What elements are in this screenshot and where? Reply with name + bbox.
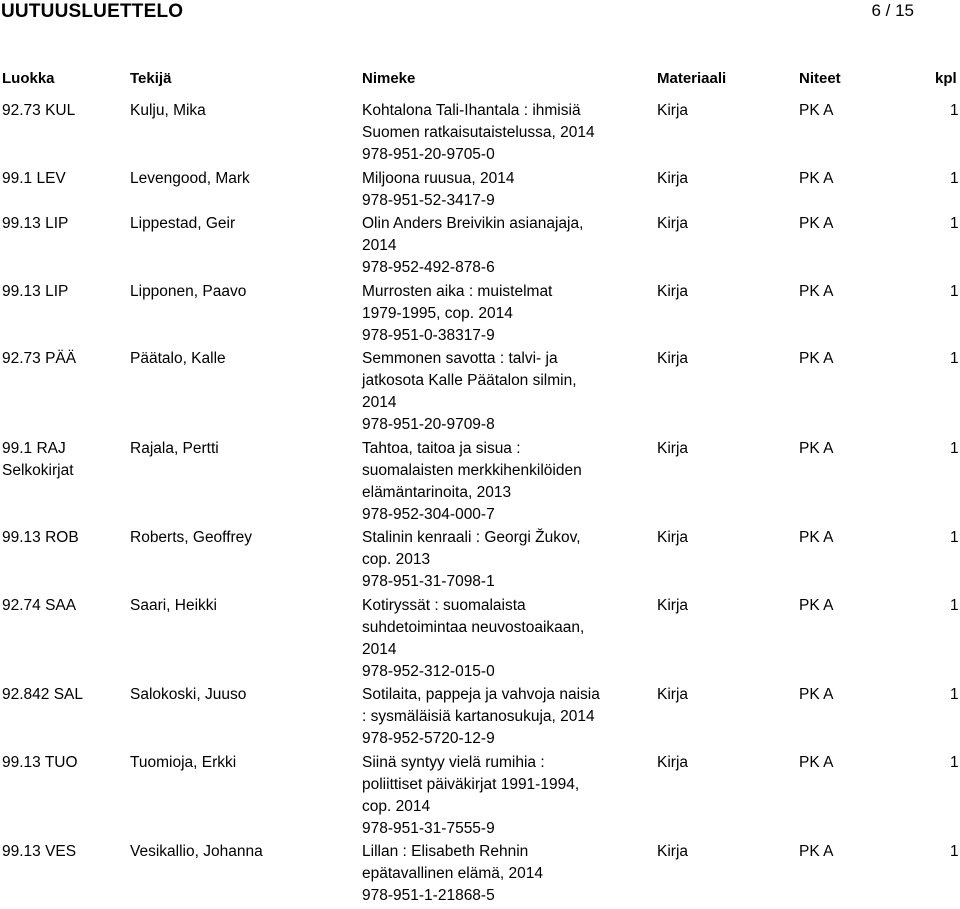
cell-nimeke <box>362 281 630 347</box>
cell-tekija: Kulju, Mika <box>130 102 206 119</box>
table-body <box>0 100 960 909</box>
cell-nimeke <box>362 595 630 683</box>
nimeke-line: Siinä syntyy vielä rumihia : <box>362 753 545 771</box>
cell-luokka <box>2 168 122 190</box>
cell-nimeke <box>362 752 630 840</box>
cell-niteet: PK A <box>799 686 834 703</box>
cell-luokka <box>2 841 122 863</box>
cell-luokka <box>2 527 122 549</box>
cell-nimeke <box>362 841 630 907</box>
header-niteet: Niteet <box>799 70 841 87</box>
nimeke-line: Olin Anders Breivikin asianajaja, <box>362 215 584 232</box>
table-row <box>0 348 960 438</box>
cell-materiaali: Kirja <box>657 843 689 860</box>
table-row <box>0 213 960 281</box>
cell-materiaali: Kirja <box>657 282 689 300</box>
cell-kpl: 1 <box>950 169 959 187</box>
cell-niteet: PK A <box>799 753 834 771</box>
cell-luokka <box>2 213 122 235</box>
cell-nimeke <box>362 100 630 166</box>
table-row <box>0 168 960 214</box>
nimeke-line: 978-952-492-878-6 <box>362 259 495 276</box>
cell-luokka <box>2 100 122 122</box>
cell-materiaali: Kirja <box>657 169 689 187</box>
nimeke-line: Sotilaita, pappeja ja vahvoja naisia <box>362 686 600 703</box>
cell-tekija: Tuomioja, Erkki <box>130 753 237 771</box>
table-row <box>0 281 960 349</box>
nimeke-line: Suomen ratkaisutaistelussa, 2014 <box>362 124 595 141</box>
cell-tekija: Salokoski, Juuso <box>130 686 247 703</box>
cell-niteet: PK A <box>799 350 834 367</box>
page-indicator: 6 / 15 <box>871 1 914 20</box>
nimeke-line: 978-952-5720-12-9 <box>362 730 495 747</box>
cell-kpl: 1 <box>950 843 959 860</box>
nimeke-line: Kotiryssät : suomalaista <box>362 596 526 614</box>
cell-kpl: 1 <box>950 282 959 300</box>
header-tekija: Tekijä <box>130 70 172 87</box>
cell-nimeke <box>362 213 630 279</box>
cell-kpl: 1 <box>950 529 959 546</box>
luokka-line: 92.842 SAL <box>2 686 84 703</box>
luokka-line: 92.73 KUL <box>2 102 76 119</box>
cell-kpl: 1 <box>950 686 959 703</box>
nimeke-line: jatkosota Kalle Päätalon silmin, <box>362 372 577 389</box>
nimeke-line: 978-951-52-3417-9 <box>362 191 495 209</box>
cell-luokka <box>2 281 122 303</box>
cell-niteet: PK A <box>799 529 834 546</box>
luokka-line: Selkokirjat <box>2 461 74 479</box>
cell-kpl: 1 <box>950 350 959 367</box>
cell-niteet: PK A <box>799 439 834 457</box>
cell-tekija: Vesikallio, Johanna <box>130 843 263 860</box>
nimeke-line: 978-951-31-7098-1 <box>362 573 495 590</box>
nimeke-line: 978-951-0-38317-9 <box>362 326 495 344</box>
nimeke-line: 978-952-312-015-0 <box>362 662 495 680</box>
header-materiaali: Materiaali <box>657 70 727 87</box>
nimeke-line: Kohtalona Tali-Ihantala : ihmisiä <box>362 102 581 119</box>
cell-materiaali: Kirja <box>657 529 689 546</box>
nimeke-line: 978-952-304-000-7 <box>362 505 495 523</box>
cell-niteet: PK A <box>799 169 834 187</box>
cell-tekija: Saari, Heikki <box>130 596 217 614</box>
nimeke-line: suhdetoimintaa neuvostoaikaan, <box>362 618 585 636</box>
cell-niteet: PK A <box>799 282 834 300</box>
luokka-line: 92.73 PÄÄ <box>2 350 77 367</box>
cell-materiaali: Kirja <box>657 596 689 614</box>
cell-niteet: PK A <box>799 843 834 860</box>
cell-luokka <box>2 752 122 774</box>
cell-kpl: 1 <box>950 102 959 119</box>
cell-kpl: 1 <box>950 439 959 457</box>
cell-tekija: Päätalo, Kalle <box>130 350 226 367</box>
cell-nimeke <box>362 168 630 212</box>
cell-luokka <box>2 438 122 482</box>
cell-materiaali: Kirja <box>657 686 689 703</box>
nimeke-line: 978-951-20-9709-8 <box>362 416 495 433</box>
nimeke-line: cop. 2013 <box>362 551 431 568</box>
nimeke-line: poliittiset päiväkirjat 1991-1994, <box>362 775 580 793</box>
nimeke-line: Semmonen savotta : talvi- ja <box>362 350 558 367</box>
cell-kpl: 1 <box>950 753 959 771</box>
nimeke-line: cop. 2014 <box>362 797 431 815</box>
header-kpl: kpl <box>935 70 957 87</box>
nimeke-line: 978-951-1-21868-5 <box>362 887 495 904</box>
nimeke-line: Murrosten aika : muistelmat <box>362 282 553 300</box>
cell-tekija: Roberts, Geoffrey <box>130 529 253 546</box>
nimeke-line: Stalinin kenraali : Georgi Žukov, <box>362 529 581 546</box>
cell-tekija: Levengood, Mark <box>130 169 250 187</box>
luokka-line: 99.13 LIP <box>2 215 69 232</box>
cell-niteet: PK A <box>799 596 834 614</box>
cell-tekija: Rajala, Pertti <box>130 439 219 457</box>
table-row <box>0 595 960 685</box>
luokka-line: 99.1 LEV <box>2 169 66 187</box>
nimeke-line: elämäntarinoita, 2013 <box>362 483 512 501</box>
cell-materiaali: Kirja <box>657 215 689 232</box>
cell-materiaali: Kirja <box>657 102 689 119</box>
cell-kpl: 1 <box>950 596 959 614</box>
nimeke-line: 978-951-20-9705-0 <box>362 146 495 163</box>
cell-nimeke <box>362 348 630 436</box>
luokka-line: 99.1 RAJ <box>2 439 66 457</box>
nimeke-line: : sysmäläisiä kartanosukuja, 2014 <box>362 708 595 725</box>
table-row <box>0 527 960 595</box>
table-row <box>0 841 960 909</box>
table-row <box>0 684 960 752</box>
cell-niteet: PK A <box>799 102 834 119</box>
nimeke-line: 2014 <box>362 394 397 411</box>
cell-materiaali: Kirja <box>657 350 689 367</box>
nimeke-line: Lillan : Elisabeth Rehnin <box>362 843 529 860</box>
nimeke-line: epätavallinen elämä, 2014 <box>362 865 543 882</box>
cell-luokka <box>2 348 122 370</box>
cell-materiaali: Kirja <box>657 439 689 457</box>
luokka-line: 99.13 LIP <box>2 282 69 300</box>
table-header <box>0 70 960 92</box>
cell-tekija: Lippestad, Geir <box>130 215 236 232</box>
cell-tekija: Lipponen, Paavo <box>130 282 247 300</box>
nimeke-line: Miljoona ruusua, 2014 <box>362 169 515 187</box>
nimeke-line: 2014 <box>362 237 397 254</box>
cell-nimeke <box>362 438 630 526</box>
luokka-line: 99.13 TUO <box>2 753 78 771</box>
luokka-line: 99.13 ROB <box>2 529 79 546</box>
cell-kpl: 1 <box>950 215 959 232</box>
cell-niteet: PK A <box>799 215 834 232</box>
table-row <box>0 100 960 168</box>
nimeke-line: 1979-1995, cop. 2014 <box>362 304 513 322</box>
nimeke-line: 978-951-31-7555-9 <box>362 819 495 837</box>
header-luokka: Luokka <box>2 70 55 87</box>
cell-nimeke <box>362 684 630 750</box>
nimeke-line: Tahtoa, taitoa ja sisua : <box>362 439 521 457</box>
cell-nimeke <box>362 527 630 593</box>
cell-luokka <box>2 595 122 617</box>
nimeke-line: suomalaisten merkkihenkilöiden <box>362 461 582 479</box>
luokka-line: 99.13 VES <box>2 843 77 860</box>
nimeke-line: 2014 <box>362 640 397 658</box>
cell-luokka <box>2 684 122 706</box>
document-title: UUTUUSLUETTELO <box>1 1 184 22</box>
cell-materiaali: Kirja <box>657 753 689 771</box>
table-row <box>0 438 960 528</box>
luokka-line: 92.74 SAA <box>2 596 77 614</box>
header-nimeke: Nimeke <box>362 70 416 87</box>
table-row <box>0 752 960 842</box>
